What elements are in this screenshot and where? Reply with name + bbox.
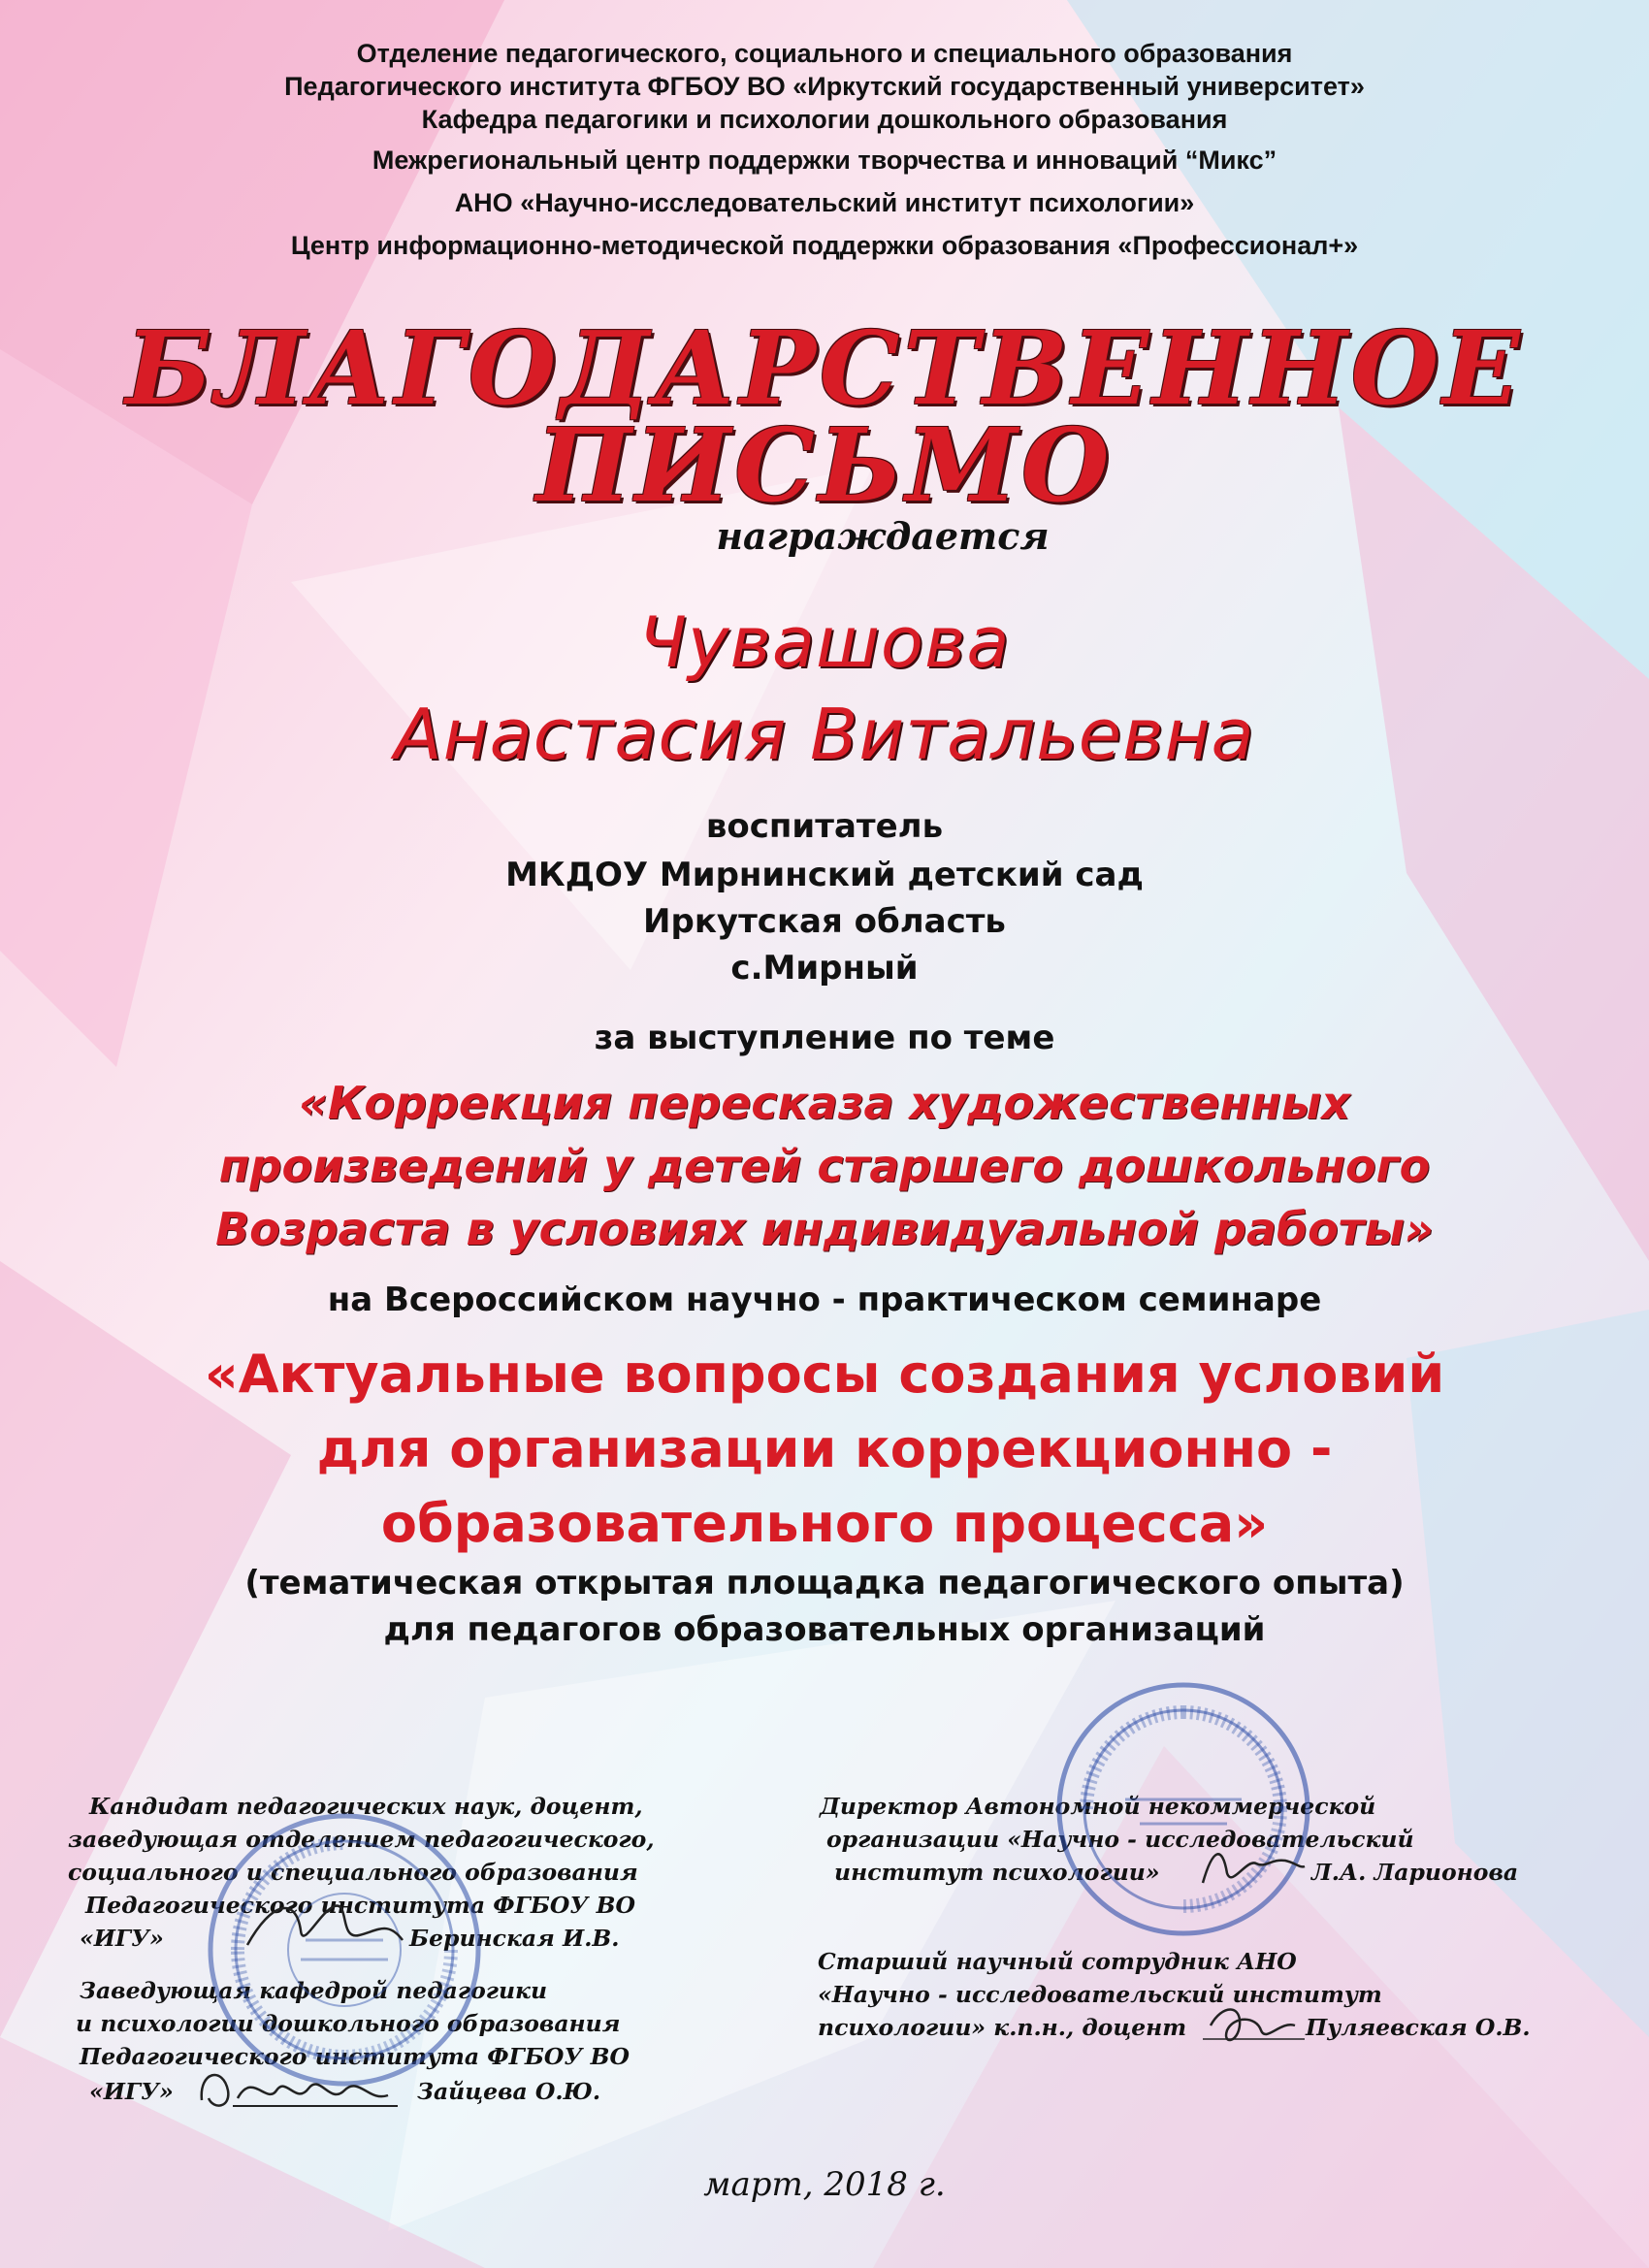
- signature-pulyaevskaya: [1203, 1996, 1305, 2050]
- awarded-label: награждается: [716, 514, 1050, 558]
- subtitle-line: (тематическая открытая площадка педагогического опыта): [244, 1564, 1405, 1603]
- seminar-line: «Актуальные вопросы создания условий: [204, 1344, 1445, 1405]
- document-title: БЛАГОДАРСТВЕННОЕ: [125, 308, 1524, 428]
- topic-line: «Коррекция пересказа художественных: [298, 1077, 1351, 1129]
- signature-larionova: [1193, 1839, 1310, 1893]
- document-title: ПИСЬМО: [535, 405, 1114, 525]
- signatory-name: Пуляевская О.В.: [1306, 2014, 1531, 2041]
- topic-line: произведений у детей старшего дошкольного: [218, 1140, 1431, 1192]
- signatory-name: Л.А. Ларионова: [1311, 1859, 1519, 1886]
- seminar-line: образовательного процесса»: [380, 1493, 1269, 1554]
- signatory-text: «Научно - исследовательский институт: [818, 1981, 1382, 2008]
- recipient-first-name: Анастасия Витальевна: [394, 694, 1255, 775]
- organizer-line: Кафедра педагогики и психологии дошкольного образования: [421, 105, 1228, 134]
- signatory-text: институт психологии»: [834, 1859, 1160, 1886]
- signatory-text: и психологии дошкольного образования: [76, 2010, 621, 2037]
- subtitle-line: для педагогов образовательных организаций: [383, 1610, 1266, 1649]
- signatory-text: заведующая отделением педагогического,: [68, 1826, 655, 1853]
- signature-zaitseva: [194, 2061, 407, 2115]
- recipient-region: Иркутская область: [643, 902, 1006, 941]
- signatory-text: «ИГУ»: [89, 2078, 174, 2105]
- signatory-text: психологии» к.п.н., доцент: [818, 2014, 1187, 2041]
- organizer-line: Педагогического института ФГБОУ ВО «Иркутский государственный университет»: [284, 72, 1365, 101]
- signatory-name: Зайцева О.Ю.: [417, 2078, 601, 2105]
- issue-date: март, 2018 г.: [703, 2165, 946, 2204]
- organizer-line: Центр информационно-методической поддержки образования «Профессионал+»: [290, 231, 1359, 260]
- event-intro: на Всероссийском научно - практическом семинаре: [327, 1280, 1322, 1319]
- signatory-text: Педагогического института ФГБОУ ВО: [85, 1892, 635, 1919]
- signatory-text: Кандидат педагогических наук, доцент,: [89, 1793, 643, 1820]
- for-text: за выступление по теме: [594, 1019, 1055, 1057]
- signatory-name: Беринская И.В.: [409, 1925, 620, 1952]
- signatory-text: Заведующая кафедрой педагогики: [80, 1977, 548, 2004]
- signatory-text: Педагогического института ФГБОУ ВО: [80, 2043, 630, 2070]
- recipient-last-name: Чувашова: [638, 601, 1011, 683]
- recipient-institution: МКДОУ Мирнинский детский сад: [505, 856, 1144, 894]
- signatory-text: Директор Автономной некоммерческой: [820, 1793, 1376, 1820]
- recipient-village: с.Мирный: [730, 949, 919, 988]
- signatory-text: организации «Научно - исследовательский: [826, 1826, 1414, 1853]
- recipient-position: воспитатель: [705, 807, 944, 846]
- signatory-text: Старший научный сотрудник АНО: [818, 1948, 1297, 1975]
- signature-berinskaya: [242, 1892, 407, 1960]
- topic-line: Возраста в условиях индивидуальной работы»: [215, 1203, 1434, 1255]
- organizer-line: Отделение педагогического, социального и специального образования: [356, 39, 1293, 68]
- signatory-text: «ИГУ»: [80, 1925, 164, 1952]
- organizer-line: АНО «Научно-исследовательский институт психологии»: [454, 188, 1195, 217]
- signatory-text: социального и специального образования: [68, 1859, 638, 1886]
- organizer-line: Межрегиональный центр поддержки творчества и инноваций “Микс”: [372, 146, 1277, 175]
- round-stamp-right: [1048, 1673, 1319, 1945]
- seminar-line: для организации коррекционно -: [316, 1418, 1333, 1479]
